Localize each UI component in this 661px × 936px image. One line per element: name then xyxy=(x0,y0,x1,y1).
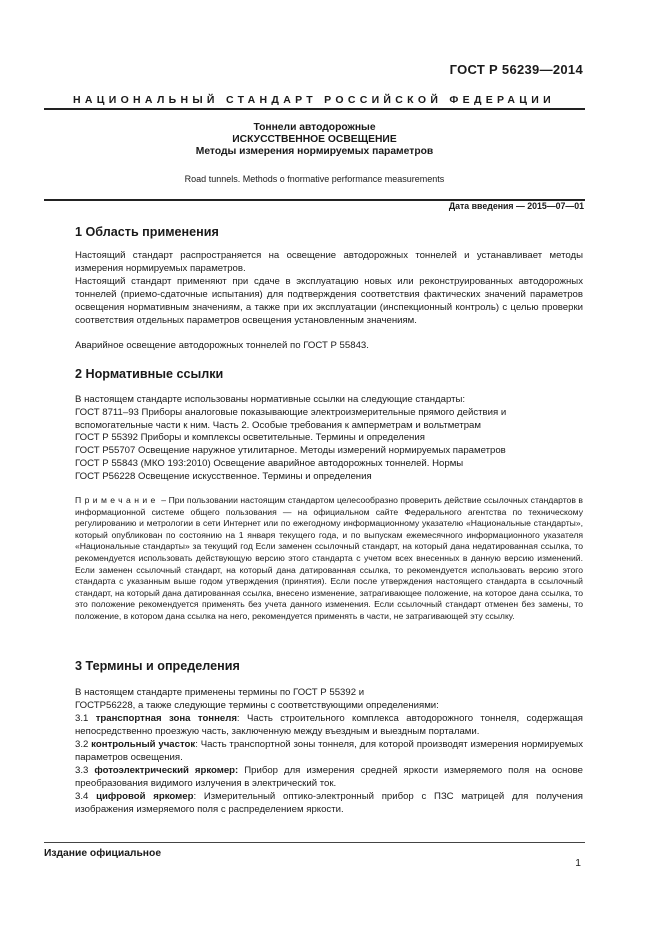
section-3-intro-line-1: В настоящем стандарте применены термины по ГОСТ Р 55392 и xyxy=(75,687,365,698)
term-3-1-name: транспортная зона тоннеля xyxy=(95,713,237,724)
reference-2: ГОСТ Р 55392 Приборы и комплексы осветительные. Термины и определения xyxy=(75,432,425,443)
section-1-p1-text: Настоящий стандарт распространяется на освещение автодорожных тоннелей и устанавливает методы измерения нормируемых параметров. xyxy=(75,250,583,274)
reference-3: ГОСТ Р55707 Освещение наружное утилитарное. Методы измерений нормируемых параметров xyxy=(75,445,506,456)
term-3-4-name: цифровой яркомер xyxy=(96,791,194,802)
effective-date: Дата введения — 2015—07—01 xyxy=(448,201,584,211)
term-3-3-definition: Прибор для измерения средней яркости измеряемого поля на основе преобразования видимого излучения в электрический ток. xyxy=(75,765,583,789)
term-3-1-definition: : Часть строительного комплекса автодорожного тоннеля, содержащая непосредственно проезжую часть, заключенную между въездным и выездным порталами. xyxy=(75,713,583,737)
footer-divider xyxy=(44,842,585,843)
title-line-3: Методы измерения нормируемых параметров xyxy=(195,146,434,157)
term-3-2-name: контрольный участок xyxy=(91,739,196,750)
term-3-2-definition: : Часть транспортной зоны тоннеля, для которой производят измерения нормируемых параметров освещения. xyxy=(75,739,583,763)
reference-5: ГОСТ Р56228 Освещение искусственное. Термины и определения xyxy=(75,471,372,482)
top-divider xyxy=(44,108,585,110)
section-2-intro: В настоящем стандарте использованы нормативные ссылки на следующие стандарты: xyxy=(75,394,466,405)
term-3-4-definition: : Измерительный оптико-электронный прибор с ПЗС матрицей для получения изображения измеряемого поля с распределением яркости. xyxy=(75,791,583,815)
term-3-4 xyxy=(75,791,583,817)
official-edition-label: Издание официальное xyxy=(44,848,162,859)
section-1-paragraph-1 xyxy=(75,250,583,276)
reference-1-line-2: вспомогательные части к ним. Часть 2. Особые требования к амперметрам и вольтметрам xyxy=(75,420,481,431)
title-line-2: ИСКУССТВЕННОЕ ОСВЕЩЕНИЕ xyxy=(232,134,397,145)
section-3-intro-line-2: ГОСТР56228, а также следующие термины с соответствующими определениями: xyxy=(75,700,439,711)
term-3-1 xyxy=(75,713,583,739)
references-note xyxy=(75,495,583,623)
reference-1-line-1: ГОСТ 8711–93 Приборы аналоговые показывающие электроизмерительные прямого действия и xyxy=(75,407,507,418)
note-text: – При пользовании настоящим стандартом целесообразно проверить действие ссылочных стандартов в информационной системе общего пользования — на официальном сайте Федерального агентства по техническому регулированию и метрологии в сети Интернет или по ежегодному информационному указателю «Национальные стандарты», который опубликован по состоянию на 1 января текущего года, и по выпускам ежемесячного информационного указателя «Национальные стандарты» за текущий год Если заменен ссылочный стандарт, на который дана недатированная ссылка, то рекомендуется использовать действующую версию этого стандарта с учетом всех внесенных в данную версию изменений. Если заменен ссылочный стандарт, на который дана датированная ссылка, то рекомендуется использовать версию этого стандарта с указанным выше годом утверждения (принятия). Если после утверждения настоящего стандарта в ссылочный стандарт, на который дана датированная ссылка, внесено изменение, затрагивающее положение, на которое дана ссылка, то это положение рекомендуется применять без учета данного изменения. Если ссылочный стандарт отменен без замены, то положение, в котором дана ссылка на него, рекомендуется применять в части, не затрагивающей эту ссылку. xyxy=(75,495,583,621)
national-standard-banner: НАЦИОНАЛЬНЫЙ СТАНДАРТ РОССИЙСКОЙ ФЕДЕРАЦИИ xyxy=(73,94,555,106)
section-3-heading: 3 Термины и определения xyxy=(75,659,240,673)
section-2-heading: 2 Нормативные ссылки xyxy=(75,367,224,381)
term-3-2 xyxy=(75,739,583,765)
term-3-3-name: фотоэлектрический яркомер: xyxy=(94,765,239,776)
note-label: Примечание xyxy=(75,495,159,505)
term-3-2-number: 3.2 xyxy=(75,739,92,750)
term-3-3-number: 3.3 xyxy=(75,765,95,776)
reference-4: ГОСТ Р 55843 (МКО 193:2010) Освещение аварийное автодорожных тоннелей. Нормы xyxy=(75,458,464,469)
page-number: 1 xyxy=(575,858,581,869)
term-3-1-number: 3.1 xyxy=(75,713,96,724)
section-1-paragraph-3: Аварийное освещение автодорожных тоннелей по ГОСТ Р 55843. xyxy=(75,340,369,351)
english-title: Road tunnels. Methods o fnormative performance measurements xyxy=(184,174,445,184)
standard-number: ГОСТ Р 56239—2014 xyxy=(449,62,583,77)
term-3-4-number: 3.4 xyxy=(75,791,97,802)
title-line-1: Тоннели автодорожные xyxy=(253,122,376,133)
section-1-paragraph-2 xyxy=(75,276,583,328)
section-1-p2-text: Настоящий стандарт применяют при сдаче в эксплуатацию новых или реконструированных автодорожных тоннелей (приемо-сдаточные испытания) для подтверждения соответствия фактических значений параметров освещения нормативным значениям, а также при их эксплуатации (инспекционный контроль) с целью проверки соответствия отдельных параметров освещения установленным значениям. xyxy=(75,276,583,326)
section-1-heading: 1 Область применения xyxy=(75,225,219,239)
term-3-3 xyxy=(75,765,583,791)
